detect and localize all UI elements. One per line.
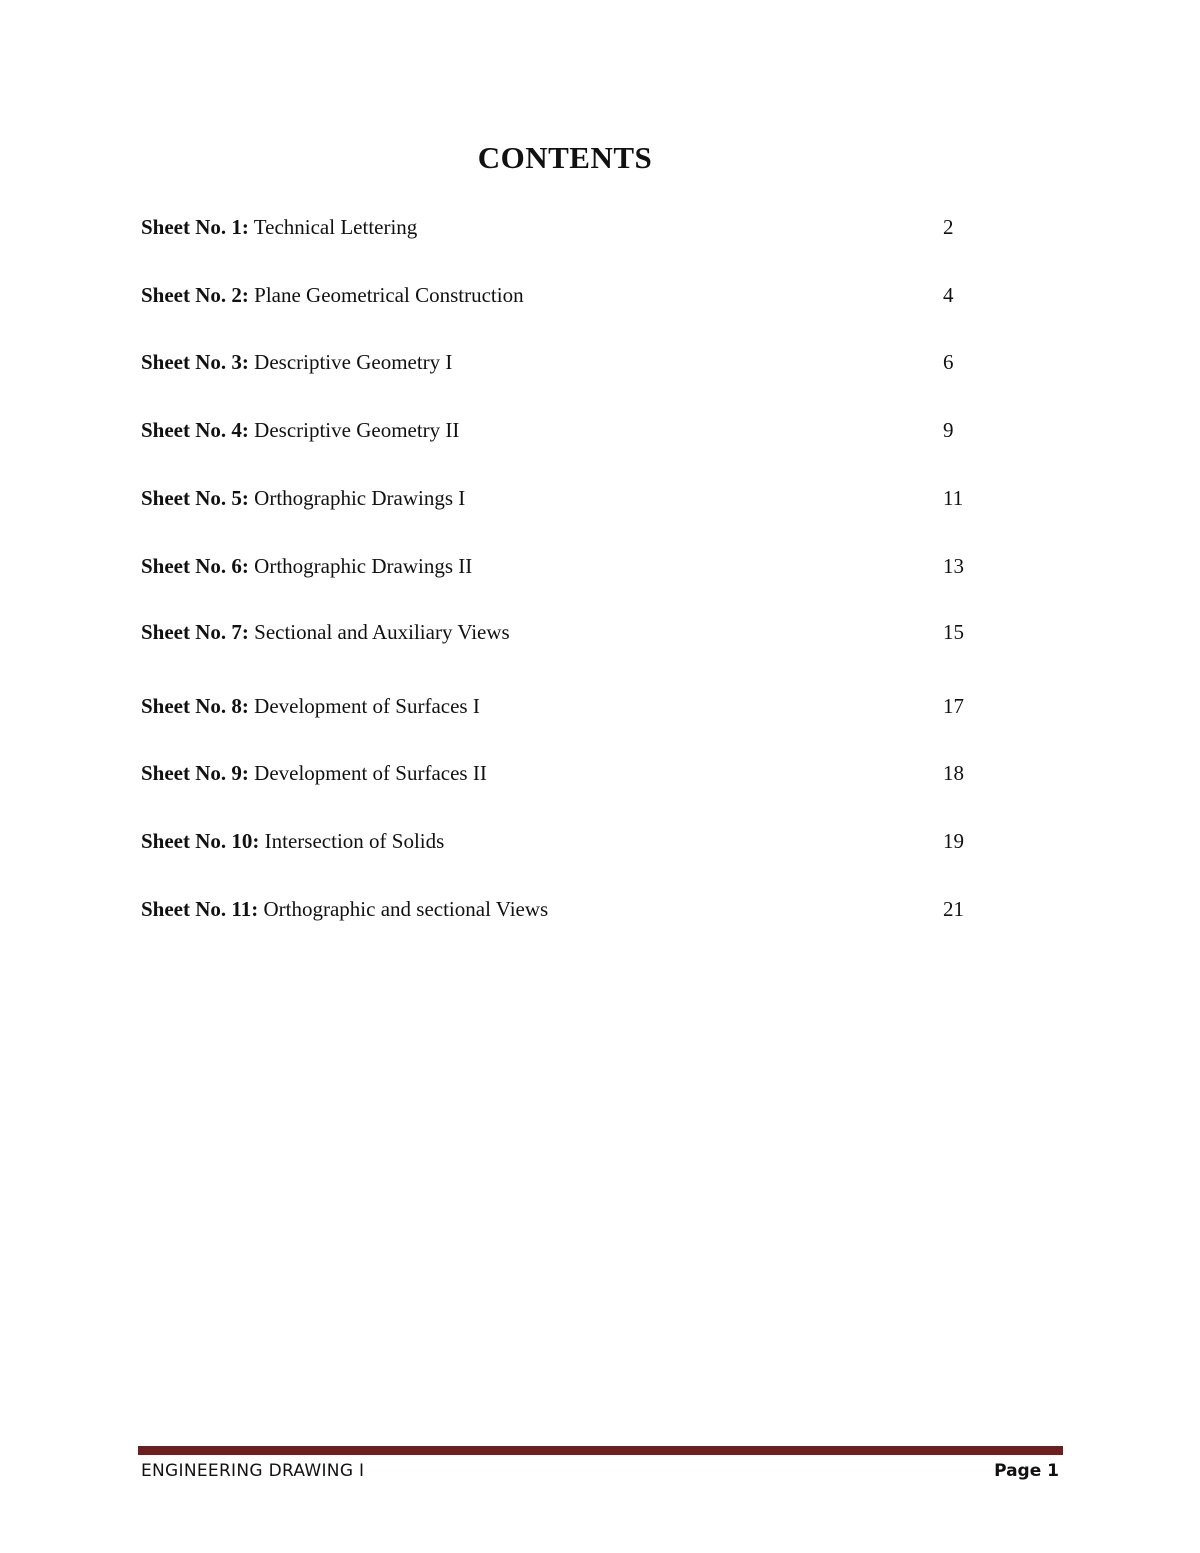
toc-entry-page: 15	[943, 620, 964, 644]
toc-entry	[141, 826, 1001, 856]
toc-entry-title: Technical Lettering	[248, 215, 418, 239]
toc-entry-title: Orthographic and sectional Views	[258, 897, 549, 921]
toc-entry-title: Descriptive Geometry I	[248, 350, 453, 374]
toc-entry	[141, 415, 1001, 445]
toc-entry-label: Sheet No. 6:	[141, 554, 249, 578]
toc-entry-title: Orthographic Drawings I	[248, 486, 466, 510]
toc-entry-label: Sheet No. 1:	[141, 215, 249, 239]
toc-entry-title: Plane Geometrical Construction	[248, 283, 524, 307]
toc-entry	[141, 551, 1001, 581]
toc-entry-label: Sheet No. 8:	[141, 694, 249, 718]
toc-entry	[141, 617, 1001, 647]
toc-entry-label: Sheet No. 4:	[141, 418, 249, 442]
toc-entry-label: Sheet No. 7:	[141, 620, 249, 644]
toc-entry-label: Sheet No. 5:	[141, 486, 249, 510]
toc-entry-label: Sheet No. 9:	[141, 761, 249, 785]
toc-entry-title: Intersection of Solids	[259, 829, 445, 853]
footer-document-title: ENGINEERING DRAWING I	[141, 1461, 365, 1481]
toc-entry	[141, 483, 1001, 513]
toc-entry	[141, 212, 1001, 242]
toc-entry	[141, 280, 1001, 310]
toc-entry-page: 11	[943, 486, 964, 510]
toc-entry	[141, 691, 1001, 721]
footer-page-number: Page 1	[994, 1461, 1059, 1481]
toc-entry-title: Descriptive Geometry II	[248, 418, 460, 442]
toc-entry-page: 13	[943, 554, 964, 578]
page-title: CONTENTS	[477, 140, 653, 175]
toc-entry-page: 9	[943, 418, 954, 442]
toc-entry-label: Sheet No. 2:	[141, 283, 249, 307]
toc-entry-page: 4	[943, 283, 954, 307]
toc-entry-page: 17	[943, 694, 964, 718]
toc-entry	[141, 347, 1001, 377]
toc-entry-label: Sheet No. 10:	[141, 829, 260, 853]
toc-entry-label: Sheet No. 3:	[141, 350, 249, 374]
toc-entry-page: 19	[943, 829, 964, 853]
toc-entry-page: 21	[943, 897, 964, 921]
toc-entry-title: Development of Surfaces I	[248, 694, 480, 718]
footer-rule	[138, 1446, 1063, 1455]
toc-entry-title: Development of Surfaces II	[248, 761, 487, 785]
toc-entry	[141, 894, 1001, 924]
toc-entry-page: 18	[943, 761, 964, 785]
toc-entry-title: Sectional and Auxiliary Views	[248, 620, 510, 644]
toc-entry-page: 2	[943, 215, 954, 239]
toc-entry-title: Orthographic Drawings II	[248, 554, 473, 578]
toc-entry-page: 6	[943, 350, 954, 374]
toc-entry	[141, 758, 1001, 788]
toc-entry-label: Sheet No. 11:	[141, 897, 259, 921]
